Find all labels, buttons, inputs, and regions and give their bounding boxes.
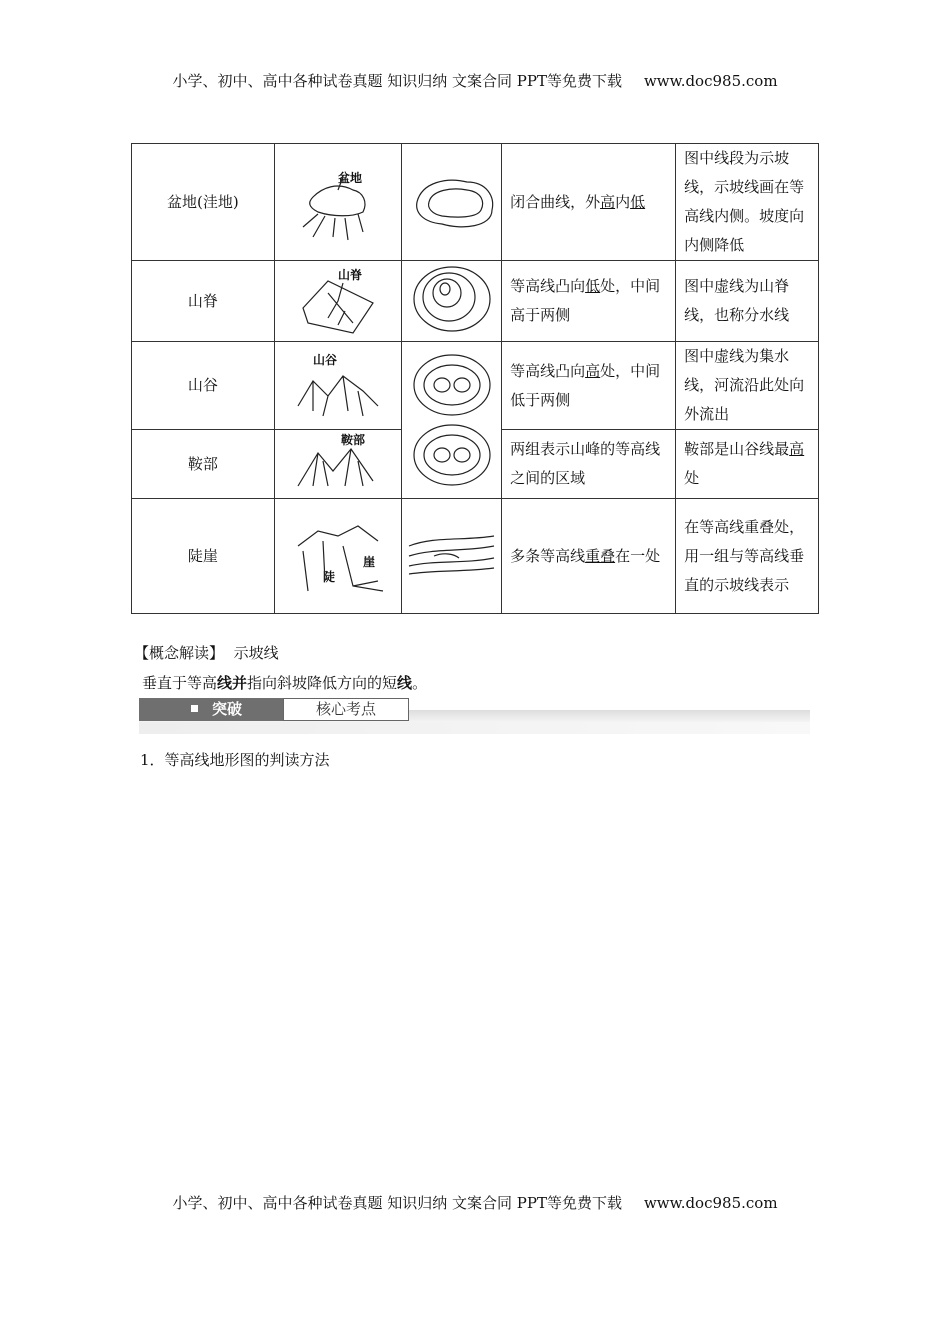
sketch-label: 盆地 (337, 171, 362, 185)
terrain-name: 盆地(洼地) (132, 144, 275, 261)
terrain-note: 图中线段为示坡线，示坡线画在等高线内侧。坡度向内侧降低 (676, 144, 819, 261)
banner-left: 突破 (139, 698, 283, 721)
sketch-label: 山脊 (337, 268, 362, 282)
saddle-sketch (274, 430, 401, 499)
valley-sketch (274, 342, 401, 430)
header-text: 小学、初中、高中各种试卷真题 知识归纳 文案合同 PPT等免费下载 (172, 72, 622, 90)
footer-site: www.doc985.com (643, 1194, 778, 1212)
valley-saddle-contour (401, 342, 501, 499)
footer-text: 小学、初中、高中各种试卷真题 知识归纳 文案合同 PPT等免费下载 (172, 1194, 622, 1212)
section-title: 1．等高线地形图的判读方法 (140, 751, 330, 769)
page-header (0, 70, 950, 91)
terrain-note: 图中虚线为集水线，河流沿此处向外流出 (676, 342, 819, 430)
terrain-table (131, 143, 819, 614)
page-footer (0, 1192, 950, 1213)
sketch-label: 崖 (362, 555, 375, 569)
sketch-label: 山谷 (312, 352, 337, 367)
section-banner (139, 698, 810, 722)
basin-sketch (274, 144, 401, 261)
terrain-description: 等高线凸向低处，中间高于两侧 (502, 261, 676, 342)
banner-right: 核心考点 (283, 698, 409, 721)
terrain-description: 闭合曲线，外高内低 (502, 144, 676, 261)
ridge-sketch (274, 261, 401, 342)
terrain-description: 等高线凸向高处，中间低于两侧 (502, 342, 676, 430)
terrain-description: 多条等高线重叠在一处 (502, 499, 676, 614)
cliff-contour (401, 499, 501, 614)
table-row (132, 499, 819, 614)
square-bullet-icon (191, 705, 198, 712)
definition-text: 垂直于等高线并指向斜坡降低方向的短线。 (142, 674, 428, 692)
terrain-name: 鞍部 (132, 430, 275, 499)
cliff-sketch (274, 499, 401, 614)
table-row (132, 144, 819, 261)
basin-contour (401, 144, 501, 261)
concept-heading: 【概念解读】 示坡线 (134, 644, 279, 662)
sketch-label: 鞍部 (340, 433, 365, 447)
terrain-name: 山谷 (132, 342, 275, 430)
terrain-note: 在等高线重叠处，用一组与等高线垂直的示坡线表示 (676, 499, 819, 614)
terrain-name: 山脊 (132, 261, 275, 342)
table-row (132, 261, 819, 342)
table-row (132, 342, 819, 430)
sketch-label: 陡 (322, 570, 335, 584)
terrain-note: 图中虚线为山脊线，也称分水线 (676, 261, 819, 342)
ridge-contour (401, 261, 501, 342)
terrain-description: 两组表示山峰的等高线之间的区域 (502, 430, 676, 499)
header-site: www.doc985.com (643, 72, 778, 90)
terrain-name: 陡崖 (132, 499, 275, 614)
terrain-note: 鞍部是山谷线最高处 (676, 430, 819, 499)
